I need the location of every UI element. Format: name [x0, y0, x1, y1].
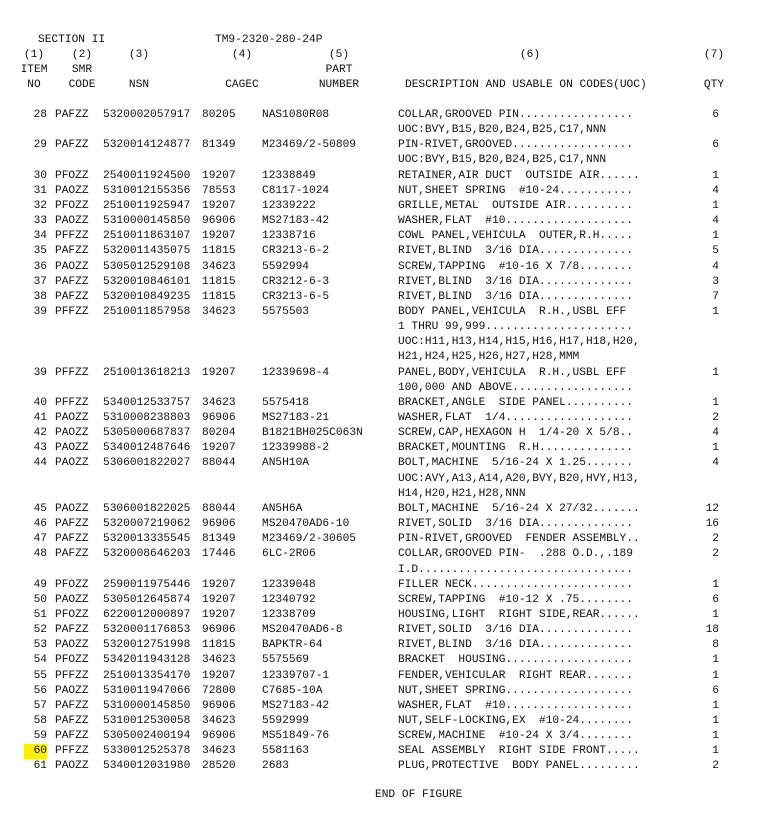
description-line: RIVET,BLIND 3/16 DIA..............	[398, 290, 633, 303]
quantity: 1	[712, 608, 719, 621]
smr-code: PAFZZ	[55, 533, 89, 546]
nsn: 5310011947066	[103, 684, 191, 697]
quantity: 1	[712, 745, 719, 758]
item-number: 55	[33, 669, 47, 682]
nsn: 2510013354170	[103, 669, 191, 682]
cagec: 78553	[202, 184, 236, 197]
nsn: 2590011975446	[103, 578, 191, 591]
smr-code: PAFZZ	[55, 699, 89, 712]
item-number: 31	[33, 184, 47, 197]
description-line: PLUG,PROTECTIVE BODY PANEL.........	[398, 760, 640, 773]
quantity: 4	[712, 457, 719, 470]
cagec: 19207	[202, 366, 236, 379]
cagec: 19207	[202, 230, 236, 243]
smr-code: PAFZZ	[55, 730, 89, 743]
part-number: 5581163	[262, 745, 309, 758]
quantity: 1	[712, 669, 719, 682]
nsn: 5306001822027	[103, 457, 191, 470]
description-line: H21,H24,H25,H26,H27,H28,MMM	[398, 351, 580, 364]
item-number: 29	[33, 139, 47, 152]
part-number: 12339698-4	[262, 366, 330, 379]
smr-code: PFOZZ	[55, 578, 89, 591]
cagec: 19207	[202, 169, 236, 182]
quantity: 6	[712, 109, 719, 121]
description-line: FILLER NECK........................	[398, 578, 633, 591]
description-line: 1 THRU 99,999......................	[398, 321, 633, 334]
cagec: 34623	[202, 260, 236, 273]
smr-code: PFFZZ	[55, 745, 89, 758]
quantity: 5	[712, 245, 719, 258]
item-number: 42	[33, 427, 47, 440]
part-number: 12339707-1	[262, 669, 330, 682]
col-nsn-number: (3)	[128, 49, 150, 61]
cagec: 19207	[202, 578, 236, 591]
description-line: NUT,SELF-LOCKING,EX #10-24........	[398, 715, 633, 727]
description-line: SCREW,CAP,HEXAGON H 1/4-20 X 5/8..	[398, 427, 633, 440]
item-number: 61	[33, 760, 47, 773]
part-number: 12338849	[262, 169, 316, 182]
cagec: 96906	[202, 624, 236, 637]
item-number: 57	[33, 699, 47, 712]
col-qty-label: QTY	[703, 79, 725, 91]
end-of-figure: END OF FIGURE	[375, 789, 463, 801]
item-number: 33	[33, 215, 47, 228]
part-number: M23469/2-50809	[262, 139, 356, 152]
smr-code: PFFZZ	[55, 230, 89, 243]
nsn: 5320010849235	[103, 290, 191, 303]
smr-code: PAOZZ	[55, 260, 89, 273]
nsn: 5310012530058	[103, 715, 191, 727]
item-number: 48	[33, 548, 47, 561]
quantity: 1	[712, 230, 719, 243]
col-qty-number: (7)	[703, 49, 725, 61]
nsn: 5320013335545	[103, 533, 191, 546]
item-number: 58	[33, 715, 47, 727]
smr-code: PFFZZ	[55, 396, 89, 409]
quantity: 1	[712, 654, 719, 667]
document-number: TM9-2320-280-24P	[215, 34, 323, 46]
quantity: 7	[712, 290, 719, 303]
col-nsn-label: NSN	[128, 79, 150, 91]
nsn: 5320002057917	[103, 109, 191, 121]
description-line: FENDER,VEHICULAR RIGHT REAR.......	[398, 669, 633, 682]
quantity: 12	[705, 502, 719, 515]
quantity: 18	[705, 624, 719, 637]
nsn: 5320012751998	[103, 639, 191, 652]
cagec: 81349	[202, 533, 236, 546]
description-line: BRACKET,MOUNTING R.H..............	[398, 442, 633, 455]
nsn: 5340012487646	[103, 442, 191, 455]
part-number: 12338709	[262, 608, 316, 621]
item-number: 34	[33, 230, 47, 243]
description-line: WASHER,FLAT 1/4...................	[398, 412, 633, 424]
item-number: 37	[33, 275, 47, 288]
nsn: 5310012155356	[103, 184, 191, 197]
cagec: 34623	[202, 745, 236, 758]
smr-code: PAFZZ	[55, 245, 89, 258]
item-number: 51	[33, 608, 47, 621]
item-number: 38	[33, 290, 47, 303]
cagec: 34623	[202, 396, 236, 409]
quantity: 1	[712, 699, 719, 712]
cagec: 11815	[202, 639, 236, 652]
smr-code: PAFZZ	[55, 290, 89, 303]
quantity: 6	[712, 593, 719, 606]
cagec: 28520	[202, 760, 236, 773]
quantity: 2	[712, 533, 719, 546]
description-line: BOLT,MACHINE 5/16-24 X 1.25.......	[398, 457, 633, 470]
item-number: 39	[33, 305, 47, 318]
description-line: SCREW,MACHINE #10-24 X 3/4........	[398, 730, 633, 743]
description-line: BRACKET HOUSING...................	[398, 654, 633, 667]
quantity: 1	[712, 366, 719, 379]
col-item-number: (1)	[23, 49, 45, 61]
item-number: 43	[33, 442, 47, 455]
description-line: HOUSING,LIGHT RIGHT SIDE,REAR......	[398, 608, 640, 621]
smr-code: PAOZZ	[55, 442, 89, 455]
description-line: PIN-RIVET,GROOVED..................	[398, 139, 633, 152]
nsn: 5305000687837	[103, 427, 191, 440]
part-number: 5592994	[262, 260, 309, 273]
part-number: 5592999	[262, 715, 309, 727]
part-number: 12340792	[262, 593, 316, 606]
description-line: RIVET,SOLID 3/16 DIA..............	[398, 518, 633, 531]
cagec: 72800	[202, 684, 236, 697]
description-line: BOLT,MACHINE 5/16-24 X 27/32.......	[398, 502, 640, 515]
smr-code: PAFZZ	[55, 109, 89, 121]
item-number: 54	[33, 654, 47, 667]
description-line: WASHER,FLAT #10...................	[398, 215, 633, 228]
item-number: 35	[33, 245, 47, 258]
cagec: 96906	[202, 412, 236, 424]
smr-code: PAFZZ	[55, 548, 89, 561]
smr-code: PAFZZ	[55, 518, 89, 531]
nsn: 5305012645874	[103, 593, 191, 606]
smr-code: PAFZZ	[55, 624, 89, 637]
nsn: 2510011857958	[103, 305, 191, 318]
smr-code: PAOZZ	[55, 457, 89, 470]
item-number: 60	[24, 744, 47, 759]
cagec: 19207	[202, 608, 236, 621]
item-number: 59	[33, 730, 47, 743]
quantity: 1	[712, 715, 719, 727]
nsn: 5340012533757	[103, 396, 191, 409]
smr-code: PAOZZ	[55, 639, 89, 652]
description-line: GRILLE,METAL OUTSIDE AIR..........	[398, 199, 633, 212]
col-cagec-number: (4)	[231, 49, 253, 61]
cagec: 19207	[202, 669, 236, 682]
item-number: 32	[33, 199, 47, 212]
item-number: 49	[33, 578, 47, 591]
part-number: 2683	[262, 760, 289, 773]
description-line: UOC:AVY,A13,A14,A20,BVY,B20,HVY,H13,	[398, 472, 640, 485]
item-number: 28	[33, 109, 47, 121]
col-item-label: ITEM	[20, 64, 48, 76]
cagec: 88044	[202, 457, 236, 470]
cagec: 34623	[202, 715, 236, 727]
nsn: 5305012529108	[103, 260, 191, 273]
smr-code: PFOZZ	[55, 608, 89, 621]
part-number: NAS1080R08	[262, 109, 330, 121]
item-number: 50	[33, 593, 47, 606]
cagec: 19207	[202, 593, 236, 606]
nsn: 5340012031980	[103, 760, 191, 773]
item-number: 56	[33, 684, 47, 697]
cagec: 80204	[202, 427, 236, 440]
quantity: 1	[712, 442, 719, 455]
part-number: CR3213-6-5	[262, 290, 330, 303]
smr-code: PFFZZ	[55, 366, 89, 379]
smr-code: PFOZZ	[55, 654, 89, 667]
quantity: 16	[705, 518, 719, 531]
item-number: 52	[33, 624, 47, 637]
part-number: 12339222	[262, 199, 316, 212]
section-title: SECTION II	[38, 34, 106, 46]
nsn: 2510011863107	[103, 230, 191, 243]
description-line: RIVET,BLIND 3/16 DIA..............	[398, 639, 633, 652]
cagec: 96906	[202, 730, 236, 743]
nsn: 5320014124877	[103, 139, 191, 152]
quantity: 4	[712, 427, 719, 440]
quantity: 6	[712, 139, 719, 152]
smr-code: PAOZZ	[55, 412, 89, 424]
cagec: 17446	[202, 548, 236, 561]
description-line: COWL PANEL,VEHICULA OUTER,R.H.....	[398, 230, 633, 243]
part-number: C7685-10A	[262, 684, 323, 697]
quantity: 1	[712, 305, 719, 318]
nsn: 2540011924500	[103, 169, 191, 182]
item-number: 47	[33, 533, 47, 546]
cagec: 80205	[202, 109, 236, 121]
col-smr-number: (2)	[71, 49, 93, 61]
quantity: 1	[712, 730, 719, 743]
description-line: SCREW,TAPPING #10-16 X 7/8........	[398, 260, 633, 273]
description-line: NUT,SHEET SPRING...................	[398, 684, 633, 697]
smr-code: PFOZZ	[55, 199, 89, 212]
smr-code: PAOZZ	[55, 427, 89, 440]
cagec: 96906	[202, 518, 236, 531]
cagec: 96906	[202, 215, 236, 228]
part-number: CR3213-6-2	[262, 245, 330, 258]
quantity: 4	[712, 260, 719, 273]
part-number: MS27183-21	[262, 412, 330, 424]
cagec: 81349	[202, 139, 236, 152]
smr-code: PAOZZ	[55, 760, 89, 773]
item-number: 39	[33, 366, 47, 379]
quantity: 1	[712, 396, 719, 409]
cagec: 34623	[202, 654, 236, 667]
cagec: 19207	[202, 199, 236, 212]
item-number: 44	[33, 457, 47, 470]
smr-code: PAOZZ	[55, 684, 89, 697]
part-number: 12338716	[262, 230, 316, 243]
smr-code: PAFZZ	[55, 715, 89, 727]
cagec: 96906	[202, 699, 236, 712]
part-number: MS20470AD6-8	[262, 624, 343, 637]
smr-code: PFFZZ	[55, 669, 89, 682]
description-line: SEAL ASSEMBLY RIGHT SIDE FRONT.....	[398, 745, 640, 758]
nsn: 6220012000897	[103, 608, 191, 621]
col-item-label-2: NO	[27, 79, 41, 91]
description-line: I.D................................	[398, 563, 633, 576]
description-line: RIVET,BLIND 3/16 DIA..............	[398, 275, 633, 288]
quantity: 2	[712, 412, 719, 424]
part-number: M23469/2-30605	[262, 533, 356, 546]
quantity: 4	[712, 184, 719, 197]
description-line: UOC:BVY,B15,B20,B24,B25,C17,NNN	[398, 124, 607, 137]
item-number: 40	[33, 396, 47, 409]
part-number: 12339988-2	[262, 442, 330, 455]
col-part-label: PART	[325, 64, 353, 76]
quantity: 1	[712, 199, 719, 212]
smr-code: PAOZZ	[55, 184, 89, 197]
description-line: BODY PANEL,VEHICULA R.H.,USBL EFF	[398, 305, 627, 318]
smr-code: PAFZZ	[55, 139, 89, 152]
cagec: 11815	[202, 245, 236, 258]
part-number: MS27183-42	[262, 699, 330, 712]
quantity: 2	[712, 548, 719, 561]
item-number: 36	[33, 260, 47, 273]
description-line: 100,000 AND ABOVE..................	[398, 381, 633, 394]
cagec: 11815	[202, 290, 236, 303]
smr-code: PFFZZ	[55, 305, 89, 318]
smr-code: PAOZZ	[55, 502, 89, 515]
part-number: 6LC-2R06	[262, 548, 316, 561]
quantity: 2	[712, 760, 719, 773]
part-number: AN5H10A	[262, 457, 309, 470]
quantity: 4	[712, 215, 719, 228]
part-number: BAPKTR-64	[262, 639, 323, 652]
quantity: 1	[712, 169, 719, 182]
part-number: CR3212-6-3	[262, 275, 330, 288]
description-line: RIVET,SOLID 3/16 DIA..............	[398, 624, 633, 637]
smr-code: PAFZZ	[55, 275, 89, 288]
part-number: 5575503	[262, 305, 309, 318]
description-line: RIVET,BLIND 3/16 DIA..............	[398, 245, 633, 258]
nsn: 5320007219062	[103, 518, 191, 531]
description-line: SCREW,TAPPING #10-12 X .75........	[398, 593, 633, 606]
description-line: PIN-RIVET,GROOVED FENDER ASSEMBLY..	[398, 533, 640, 546]
description-line: BRACKET,ANGLE SIDE PANEL..........	[398, 396, 633, 409]
nsn: 5320010846101	[103, 275, 191, 288]
part-number: 5575418	[262, 396, 309, 409]
nsn: 5320011435075	[103, 245, 191, 258]
nsn: 5310000145850	[103, 215, 191, 228]
smr-code: PAOZZ	[55, 215, 89, 228]
nsn: 5320008646203	[103, 548, 191, 561]
smr-code: PAOZZ	[55, 593, 89, 606]
description-line: PANEL,BODY,VEHICULA R.H.,USBL EFF	[398, 366, 627, 379]
smr-code: PFOZZ	[55, 169, 89, 182]
col-part-label-2: NUMBER	[318, 79, 360, 91]
part-number: B1821BH025C063N	[262, 427, 363, 440]
part-number: MS27183-42	[262, 215, 330, 228]
nsn: 5330012525378	[103, 745, 191, 758]
description-line: UOC:H11,H13,H14,H15,H16,H17,H18,H20,	[398, 336, 640, 349]
nsn: 2510011925947	[103, 199, 191, 212]
nsn: 5310008238803	[103, 412, 191, 424]
cagec: 34623	[202, 305, 236, 318]
cagec: 11815	[202, 275, 236, 288]
description-line: WASHER,FLAT #10...................	[398, 699, 633, 712]
description-line: H14,H20,H21,H28,NNN	[398, 487, 526, 500]
nsn: 5305002400194	[103, 730, 191, 743]
item-number: 45	[33, 502, 47, 515]
part-number: C8117-1024	[262, 184, 330, 197]
nsn: 5342011943128	[103, 654, 191, 667]
quantity: 3	[712, 275, 719, 288]
description-line: COLLAR,GROOVED PIN.................	[398, 109, 633, 121]
part-number: MS51849-76	[262, 730, 330, 743]
cagec: 19207	[202, 442, 236, 455]
col-desc-number: (6)	[519, 49, 541, 61]
description-line: COLLAR,GROOVED PIN- .288 O.D.,.189	[398, 548, 633, 561]
nsn: 5310000145850	[103, 699, 191, 712]
nsn: 5320001176853	[103, 624, 191, 637]
description-line: RETAINER,AIR DUCT OUTSIDE AIR......	[398, 169, 640, 182]
part-number: AN5H6A	[262, 502, 303, 515]
description-line: UOC:BVY,B15,B20,B24,B25,C17,NNN	[398, 154, 607, 167]
col-cagec-label: CAGEC	[225, 79, 259, 91]
col-part-number: (5)	[328, 49, 350, 61]
quantity: 6	[712, 684, 719, 697]
item-number: 53	[33, 639, 47, 652]
part-number: 12339048	[262, 578, 316, 591]
item-number: 41	[33, 412, 47, 424]
item-number: 46	[33, 518, 47, 531]
part-number: MS20470AD6-10	[262, 518, 350, 531]
nsn: 2510013618213	[103, 366, 191, 379]
quantity: 1	[712, 578, 719, 591]
col-desc-label: DESCRIPTION AND USABLE ON CODES(UOC)	[405, 79, 647, 91]
quantity: 8	[712, 639, 719, 652]
col-smr-label: SMR	[71, 64, 93, 76]
description-line: NUT,SHEET SPRING #10-24...........	[398, 184, 633, 197]
part-number: 5575569	[262, 654, 309, 667]
col-smr-label-2: CODE	[68, 79, 96, 91]
cagec: 88044	[202, 502, 236, 515]
nsn: 5306001822025	[103, 502, 191, 515]
item-number: 30	[33, 169, 47, 182]
